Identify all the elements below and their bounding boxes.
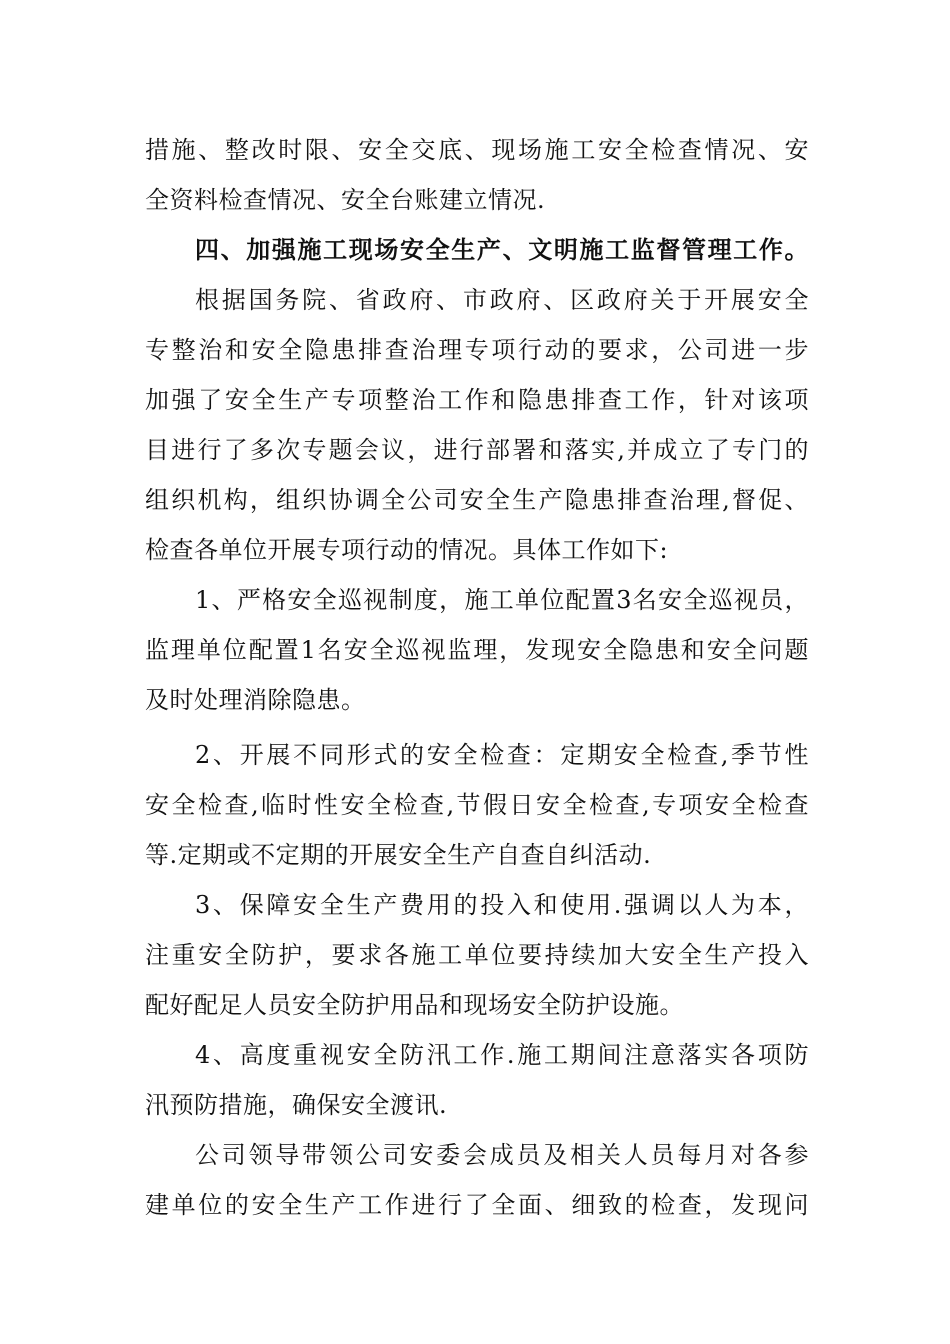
text-line: 及时处理消除隐患。 — [145, 686, 366, 714]
text-line: 全资料检查情况、安全台账建立情况. — [145, 186, 546, 214]
text-line: 加强了安全生产专项整治工作和隐患排查工作，针对该项 — [145, 386, 809, 414]
text-line: 等.定期或不定期的开展安全生产自查自纠活动. — [145, 841, 652, 869]
text-line: 检查各单位开展专项行动的情况。具体工作如下: — [145, 536, 669, 564]
text-line: 建单位的安全生产工作进行了全面、细致的检查，发现问 — [145, 1191, 809, 1219]
text-line: 监理单位配置1名安全巡视监理，发现安全隐患和安全问题 — [145, 636, 809, 664]
text-line: 2、开展不同形式的安全检查：定期安全检查,季节性 — [195, 741, 809, 769]
text-line: 公司领导带领公司安委会成员及相关人员每月对各参 — [195, 1141, 809, 1169]
text-line: 组织机构，组织协调全公司安全生产隐患排查治理,督促、 — [145, 486, 809, 514]
text-line: 根据国务院、省政府、市政府、区政府关于开展安全 — [195, 286, 809, 314]
text-line: 措施、整改时限、安全交底、现场施工安全检查情况、安 — [145, 136, 809, 164]
text-line: 4、高度重视安全防汛工作.施工期间注意落实各项防 — [195, 1041, 809, 1069]
text-line: 汛预防措施，确保安全渡讯. — [145, 1091, 448, 1119]
text-line: 安全检查,临时性安全检查,节假日安全检查,专项安全检查 — [145, 791, 809, 819]
section-heading: 四、加强施工现场安全生产、文明施工监督管理工作。 — [195, 235, 809, 264]
text-line: 目进行了多次专题会议，进行部署和落实,并成立了专门的 — [145, 436, 809, 464]
text-line: 3、保障安全生产费用的投入和使用.强调以人为本， — [195, 891, 809, 919]
text-line: 1、严格安全巡视制度，施工单位配置3名安全巡视员， — [195, 586, 809, 614]
text-line: 专整治和安全隐患排查治理专项行动的要求，公司进一步 — [145, 336, 809, 364]
text-line: 配好配足人员安全防护用品和现场安全防护设施。 — [145, 991, 684, 1019]
text-line: 注重安全防护，要求各施工单位要持续加大安全生产投入 — [145, 941, 809, 969]
